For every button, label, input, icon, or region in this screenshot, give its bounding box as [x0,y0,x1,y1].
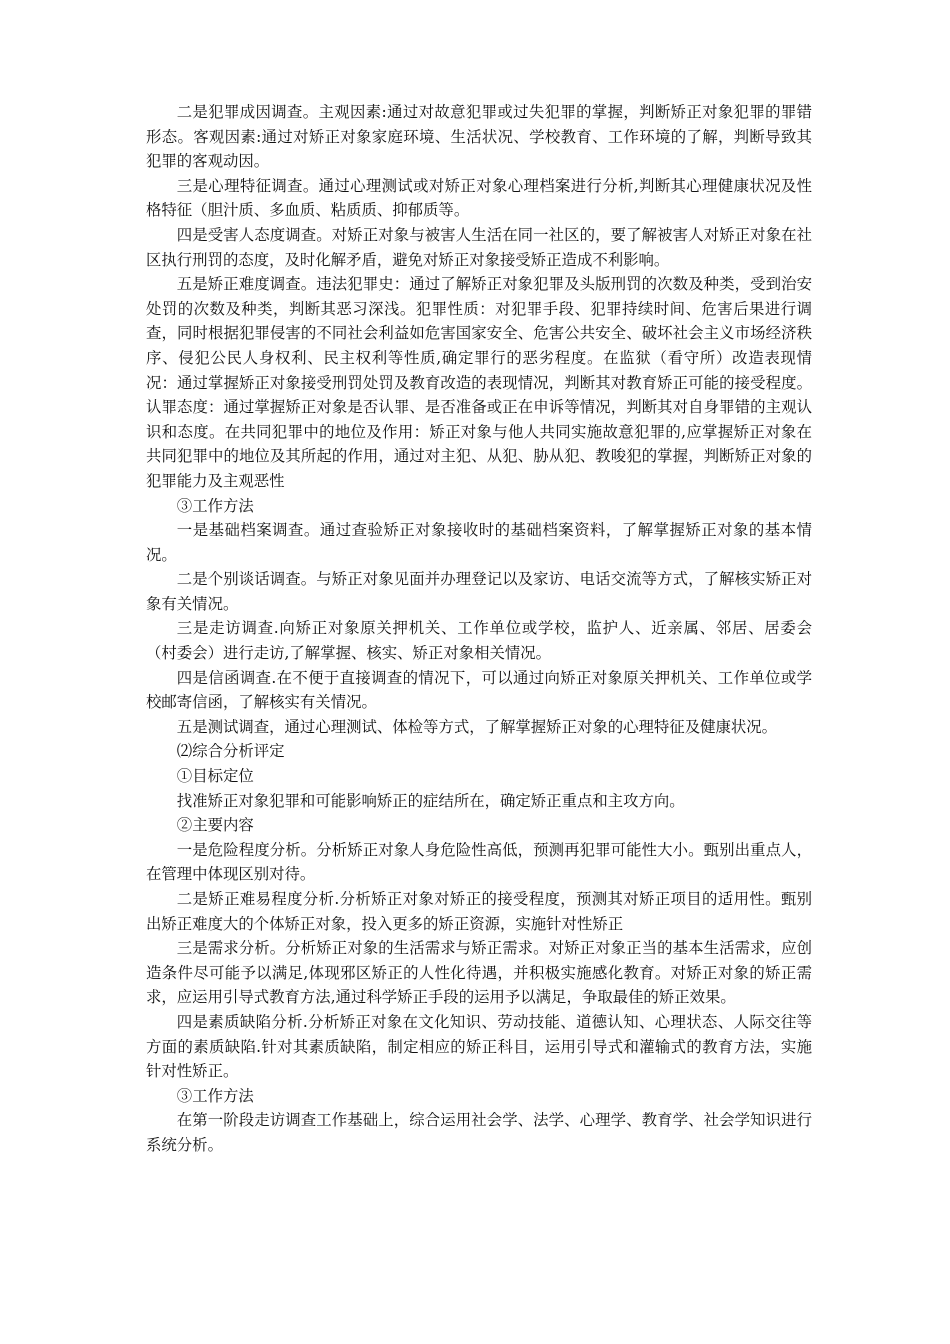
paragraph-difficulty-survey: 五是矫正难度调查。违法犯罪史：通过了解矫正对象犯罪及头版刑罚的次数及种类，受到治安处罚的次数及种类，判断其恶习深浅。犯罪性质：对犯罪手段、犯罪持续时间、危害后果进行调查，同时根据犯罪侵害的不同社会利益如危害国家安全、危害公共安全、破坏社会主义市场经济秩序、侵犯公民人身权利、民主权利等性质,确定罪行的恶劣程度。在监狱（看守所）改造表现情况：通过掌握矫正对象接受刑罚处罚及教育改造的表现情况，判断其对教育矫正可能的接受程度。认罪态度：通过掌握矫正对象是否认罪、是否准备或正在申诉等情况，判断其对自身罪错的主观认识和态度。在共同犯罪中的地位及作用：矫正对象与他人共同实施故意犯罪的,应掌握矫正对象在共同犯罪中的地位及其所起的作用，通过对主犯、从犯、胁从犯、教唆犯的掌握，判断矫正对象的犯罪能力及主观恶性 [146,275,812,490]
heading-comprehensive-analysis: ⑵综合分析评定 [176,742,285,761]
paragraph-target-positioning: 找准矫正对象犯罪和可能影响矫正的症结所在，确定矫正重点和主攻方向。 [176,791,685,810]
heading-work-methods-1: ③工作方法 [176,496,254,515]
paragraph-visit-survey: 三是走访调查.向矫正对象原关押机关、工作单位或学校，监护人、近亲属、邻居、居委会（村委会）进行走访,了解掌握、核实、矫正对象相关情况。 [146,619,812,663]
paragraph-test-survey: 五是测试调查，通过心理测试、体检等方式，了解掌握矫正对象的心理特征及健康状况。 [176,717,778,736]
paragraph-crime-cause-survey: 二是犯罪成因调查。主观因素:通过对故意犯罪或过失犯罪的掌握，判断矫正对象犯罪的罪错形态。客观因素:通过对矫正对象家庭环境、生活状况、学校教育、工作环境的了解，判断导致其犯罪的客观动因。 [146,103,812,171]
paragraph-needs-analysis: 三是需求分析。分析矫正对象的生活需求与矫正需求。对矫正对象正当的基本生活需求，应创造条件尽可能予以满足,体现邪区矫正的人性化待遇，并积极实施感化教育。对矫正对象的矫正需求，应运用引导式教育方法,通过科学矫正手段的运用予以满足，争取最佳的矫正效果。 [146,939,812,1007]
heading-main-content: ②主要内容 [176,816,254,835]
paragraph-deficiency-analysis: 四是素质缺陷分析.分析矫正对象在文化知识、劳动技能、道德认知、心理状态、人际交往等方面的素质缺陷.针对其素质缺陷，制定相应的矫正科目，运用引导式和灌输式的教育方法，实施针对性矫正。 [146,1012,812,1081]
paragraph-interview-survey: 二是个别谈话调查。与矫正对象见面并办理登记以及家访、电话交流等方式，了解核实矫正对象有关情况。 [146,570,812,613]
heading-work-methods-2: ③工作方法 [176,1086,254,1105]
paragraph-victim-attitude-survey: 四是受害人态度调查。对矫正对象与被害人生活在同一社区的，要了解被害人对矫正对象在社区执行刑罚的态度，及时化解矛盾，避免对矫正对象接受矫正造成不利影响。 [146,225,812,269]
paragraph-systematic-analysis: 在第一阶段走访调查工作基础上，综合运用社会学、法学、心理学、教育学、社会学知识进行系统分析。 [146,1111,812,1154]
paragraph-letter-survey: 四是信函调查.在不便于直接调查的情况下，可以通过向矫正对象原关押机关、工作单位或学校邮寄信函，了解核实有关情况。 [146,668,812,712]
paragraph-risk-analysis: 一是危险程度分析。分析矫正对象人身危险性高低，预测再犯罪可能性大小。甄别出重点人，在管理中体现区别对待。 [146,840,812,884]
document-body [146,100,812,1158]
paragraph-psychology-survey: 三是心理特征调查。通过心理测试或对矫正对象心理档案进行分析,判断其心理健康状况及性格特征（胆汁质、多血质、粘质质、抑郁质等。 [146,176,812,220]
paragraph-archive-survey: 一是基础档案调查。通过查验矫正对象接收时的基础档案资料，了解掌握矫正对象的基本情况。 [146,521,812,564]
heading-target-positioning: ①目标定位 [176,767,254,786]
paragraph-difficulty-analysis: 二是矫正难易程度分析.分析矫正对象对矫正的接受程度，预测其对矫正项目的适用性。甄别出矫正难度大的个体矫正对象，投入更多的矫正资源，实施针对性矫正 [146,890,812,933]
